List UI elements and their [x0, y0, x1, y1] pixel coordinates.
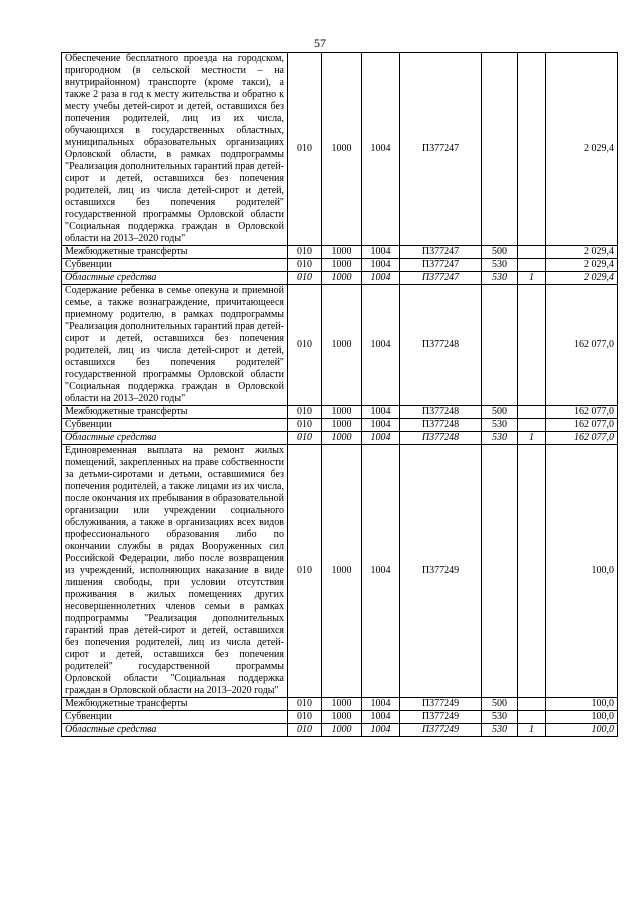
cell-expense-type: 530: [482, 724, 518, 737]
cell-expense-type: 530: [482, 272, 518, 285]
cell-admin-code: 010: [288, 285, 322, 406]
cell-admin-code: 010: [288, 711, 322, 724]
row-description: Содержание ребенка в семье опекуна и приемной семье, а также вознаграждение, причитающееся приемному родителю, в рамках подпрограммы "Реализация дополнительных гарантий прав детей-сирот и детей, оставшихся без попечения родителей, лиц из числа детей-сирот и детей, оставшихся без попечения родителей" государственной программы Орловской области "Социальная поддержка граждан в Орловской области на 2013–2020 годы": [62, 285, 288, 406]
cell-subsection: 1004: [362, 432, 400, 445]
cell-section: 1000: [322, 272, 362, 285]
cell-expense-type: 530: [482, 259, 518, 272]
row-description: Субвенции: [62, 419, 288, 432]
row-description: Межбюджетные трансферты: [62, 246, 288, 259]
cell-amount: 100,0: [546, 698, 618, 711]
cell-section: 1000: [322, 698, 362, 711]
table-row: [62, 419, 618, 432]
table-row: [62, 272, 618, 285]
cell-admin-code: 010: [288, 272, 322, 285]
row-description: Областные средства: [62, 272, 288, 285]
cell-subsection: 1004: [362, 419, 400, 432]
cell-subsection: 1004: [362, 272, 400, 285]
cell-section: 1000: [322, 711, 362, 724]
cell-expense-type: 500: [482, 406, 518, 419]
cell-target-article: П377248: [400, 406, 482, 419]
cell-target-article: П377248: [400, 285, 482, 406]
cell-amount: 2 029,4: [546, 53, 618, 246]
cell-admin-code: 010: [288, 259, 322, 272]
cell-source: [518, 406, 546, 419]
cell-source: [518, 698, 546, 711]
cell-target-article: П377248: [400, 432, 482, 445]
row-description: Межбюджетные трансферты: [62, 698, 288, 711]
cell-subsection: 1004: [362, 445, 400, 698]
table-row: [62, 285, 618, 406]
cell-expense-type: [482, 53, 518, 246]
cell-expense-type: 500: [482, 698, 518, 711]
cell-admin-code: 010: [288, 698, 322, 711]
cell-target-article: П377247: [400, 272, 482, 285]
cell-subsection: 1004: [362, 698, 400, 711]
cell-source: 1: [518, 432, 546, 445]
cell-section: 1000: [322, 246, 362, 259]
cell-subsection: 1004: [362, 53, 400, 246]
row-description: Субвенции: [62, 711, 288, 724]
cell-expense-type: 530: [482, 711, 518, 724]
cell-expense-type: 530: [482, 432, 518, 445]
cell-amount: 100,0: [546, 724, 618, 737]
cell-subsection: 1004: [362, 259, 400, 272]
table-row: [62, 432, 618, 445]
cell-section: 1000: [322, 724, 362, 737]
table-row: [62, 406, 618, 419]
cell-section: 1000: [322, 432, 362, 445]
table-row: [62, 698, 618, 711]
cell-target-article: П377247: [400, 246, 482, 259]
cell-target-article: П377249: [400, 711, 482, 724]
cell-target-article: П377247: [400, 259, 482, 272]
cell-source: [518, 711, 546, 724]
cell-amount: 100,0: [546, 445, 618, 698]
cell-admin-code: 010: [288, 432, 322, 445]
row-description: Областные средства: [62, 432, 288, 445]
cell-target-article: П377248: [400, 419, 482, 432]
row-description: Областные средства: [62, 724, 288, 737]
table-row: [62, 259, 618, 272]
cell-target-article: П377249: [400, 698, 482, 711]
cell-section: 1000: [322, 53, 362, 246]
cell-section: 1000: [322, 419, 362, 432]
cell-amount: 2 029,4: [546, 246, 618, 259]
cell-source: [518, 259, 546, 272]
cell-section: 1000: [322, 259, 362, 272]
cell-source: [518, 285, 546, 406]
cell-amount: 162 077,0: [546, 406, 618, 419]
cell-subsection: 1004: [362, 724, 400, 737]
table-body: [62, 53, 618, 737]
cell-section: 1000: [322, 285, 362, 406]
cell-subsection: 1004: [362, 246, 400, 259]
cell-amount: 100,0: [546, 711, 618, 724]
cell-source: [518, 53, 546, 246]
page-number: 57: [314, 36, 326, 50]
table-row: [62, 445, 618, 698]
table-row: [62, 711, 618, 724]
cell-amount: 2 029,4: [546, 272, 618, 285]
cell-admin-code: 010: [288, 53, 322, 246]
cell-amount: 162 077,0: [546, 432, 618, 445]
cell-admin-code: 010: [288, 246, 322, 259]
row-description: Субвенции: [62, 259, 288, 272]
cell-target-article: П377249: [400, 445, 482, 698]
cell-source: [518, 246, 546, 259]
cell-admin-code: 010: [288, 406, 322, 419]
cell-section: 1000: [322, 406, 362, 419]
cell-amount: 2 029,4: [546, 259, 618, 272]
cell-admin-code: 010: [288, 445, 322, 698]
table-row: [62, 724, 618, 737]
cell-amount: 162 077,0: [546, 285, 618, 406]
cell-subsection: 1004: [362, 711, 400, 724]
cell-expense-type: [482, 285, 518, 406]
table-row: [62, 53, 618, 246]
cell-target-article: П377247: [400, 53, 482, 246]
row-description: Межбюджетные трансферты: [62, 406, 288, 419]
cell-amount: 162 077,0: [546, 419, 618, 432]
cell-source: [518, 445, 546, 698]
table-row: [62, 246, 618, 259]
cell-subsection: 1004: [362, 406, 400, 419]
row-description: Обеспечение бесплатного проезда на городском, пригородном (в сельской местности – на внутрирайонном) транспорте (кроме такси), а также 2 раза в год к месту жительства и обратно к месту учебы детей-сирот и детей, оставшихся без попечения родителей, лиц из их числа, обучающихся в государственных областных, муниципальных образовательных организациях Орловской области, в рамках подпрограммы "Реализация дополнительных гарантий прав детей-сирот и детей, оставшихся без попечения родителей, лиц из числа детей-сирот и детей, оставшихся без попечения родителей" государственной программы Орловской области "Социальная поддержка граждан в Орловской области на 2013–2020 годы": [62, 53, 288, 246]
cell-expense-type: 530: [482, 419, 518, 432]
cell-expense-type: 500: [482, 246, 518, 259]
cell-source: 1: [518, 272, 546, 285]
cell-admin-code: 010: [288, 724, 322, 737]
budget-table: [61, 52, 618, 737]
cell-subsection: 1004: [362, 285, 400, 406]
cell-target-article: П377249: [400, 724, 482, 737]
cell-admin-code: 010: [288, 419, 322, 432]
cell-source: 1: [518, 724, 546, 737]
cell-source: [518, 419, 546, 432]
cell-expense-type: [482, 445, 518, 698]
cell-section: 1000: [322, 445, 362, 698]
row-description: Единовременная выплата на ремонт жилых помещений, закрепленных на праве собственности за детьми-сиротами и детьми, оставшимися без попечения родителей, а также лицами из их числа, после окончания их пребывания в образовательной организации или учреждении социального обслуживания, а также в организациях всех видов профессионального образования либо по окончании службы в рядах Вооруженных сил Российской Федерации, либо после возвращения из учреждений, исполняющих наказание в виде лишения свободы, при условии отсутствия проживания в жилых помещениях других несовершеннолетних членов семьи в рамках подпрограммы "Реализация дополнительных гарантий прав детей-сирот и детей, оставшихся без попечения родителей, лиц из числа детей-сирот и детей, оставшихся без попечения родителей" государственной программы Орловской области "Социальная поддержка граждан в Орловской области на 2013–2020 годы": [62, 445, 288, 698]
